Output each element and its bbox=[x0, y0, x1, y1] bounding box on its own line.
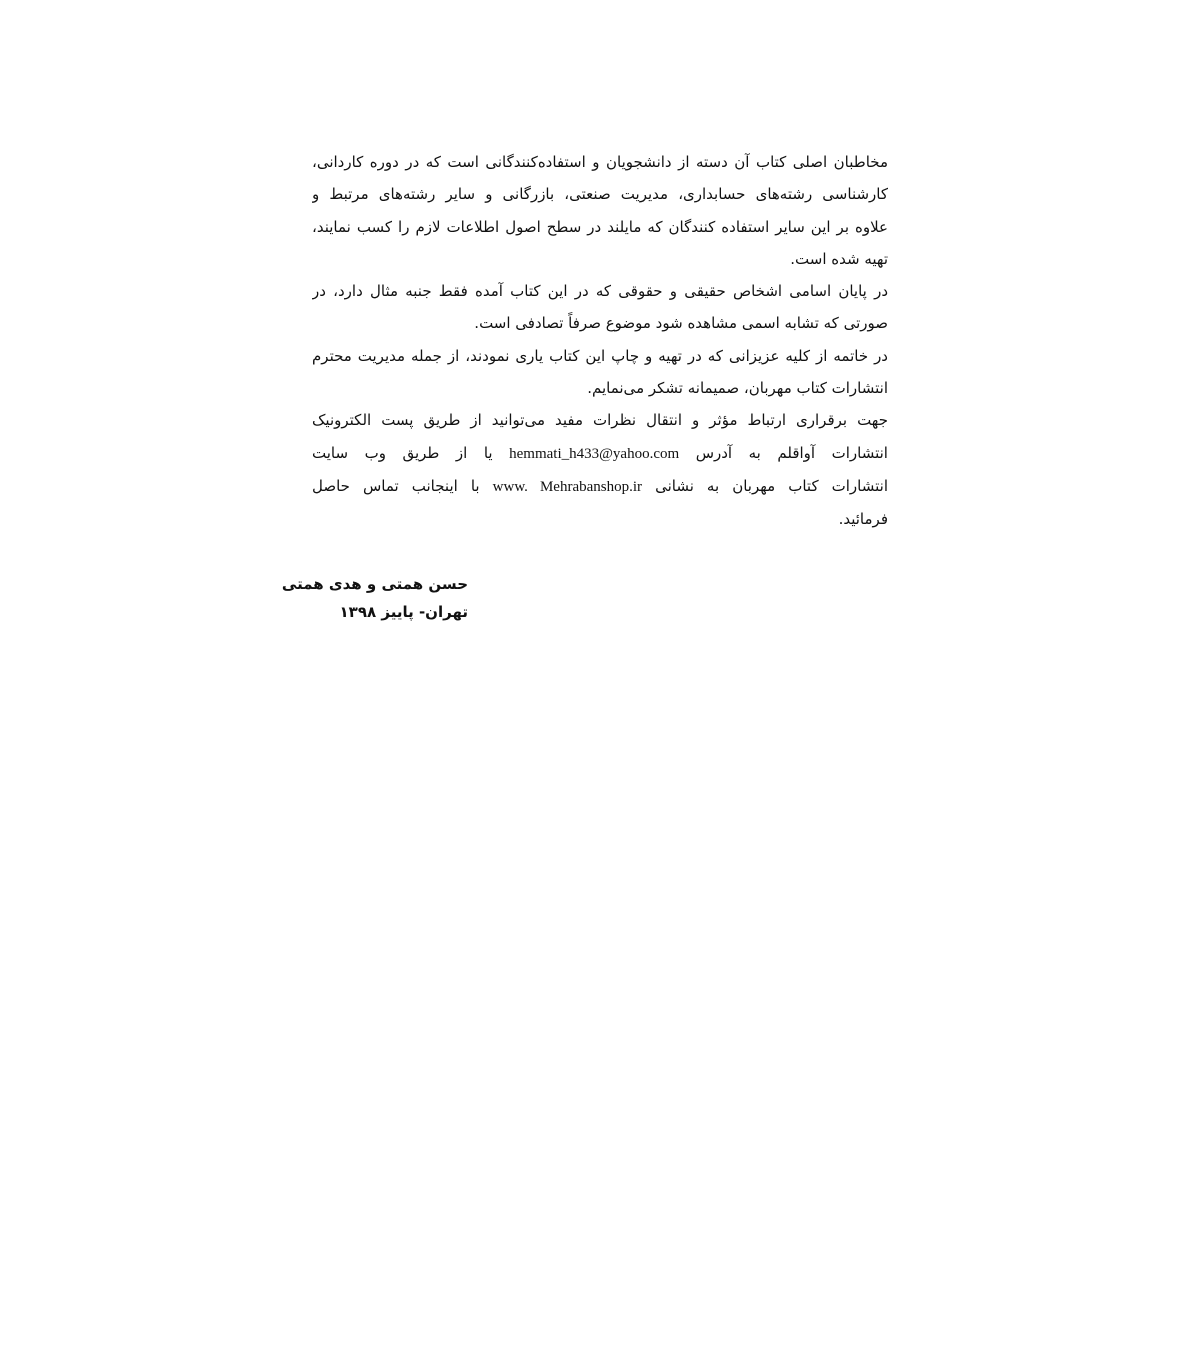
text-line: کارشناسی رشته‌های حسابداری، مدیریت صنعتی، بازرگانی و سایر رشته‌های مرتبط و bbox=[312, 185, 888, 204]
text-line: صورتی که تشابه اسمی مشاهده شود موضوع صرفاً تصادفی است. bbox=[474, 314, 888, 333]
text-line: انتشارات کتاب مهربان، صمیمانه تشکر می‌نمایم. bbox=[587, 379, 888, 398]
text-line: علاوه بر این سایر استفاده کنندگان که مایلند در سطح اصول اطلاعات لازم را کسب نمایند، bbox=[312, 217, 888, 236]
paragraph-acknowledgement bbox=[312, 340, 888, 405]
paragraph-disclaimer bbox=[312, 275, 888, 340]
place-date: تهران- پاییز ۱۳۹۸ bbox=[339, 603, 468, 621]
email-address: hemmati_h433@yahoo.com bbox=[509, 445, 680, 462]
text-line: فرمائید. bbox=[838, 510, 888, 529]
text-fragment: انتشارات آواقلم به آدرس bbox=[695, 443, 888, 462]
text-line: تهیه شده است. bbox=[790, 249, 888, 268]
text-fragment: با اینجانب تماس حاصل bbox=[312, 476, 480, 495]
website-address: www. Mehrabanshop.ir bbox=[492, 478, 643, 495]
paragraph-contact bbox=[312, 404, 888, 535]
text-line bbox=[312, 437, 888, 470]
text-line bbox=[312, 470, 888, 503]
signature-block bbox=[282, 570, 468, 626]
text-line: در خاتمه از کلیه عزیزانی که در تهیه و چاپ این کتاب یاری نمودند، از جمله مدیریت محترم bbox=[312, 346, 888, 365]
text-line: مخاطبان اصلی کتاب آن دسته از دانشجویان و استفاده‌کنندگانی است که در دوره کاردانی، bbox=[312, 153, 888, 171]
preface-body bbox=[312, 146, 888, 536]
text-line: در پایان اسامی اشخاص حقیقی و حقوقی که در این کتاب آمده فقط جنبه مثال دارد، در bbox=[312, 282, 888, 301]
text-fragment: یا از طریق وب سایت bbox=[312, 443, 493, 462]
author-names: حسن همتی و هدی همتی bbox=[281, 575, 468, 593]
text-line: جهت برقراری ارتباط مؤثر و انتقال نظرات مفید می‌توانید از طریق پست الکترونیک bbox=[312, 411, 888, 430]
text-fragment: انتشارات کتاب مهربان به نشانی bbox=[655, 476, 888, 495]
paragraph-audience bbox=[312, 146, 888, 275]
